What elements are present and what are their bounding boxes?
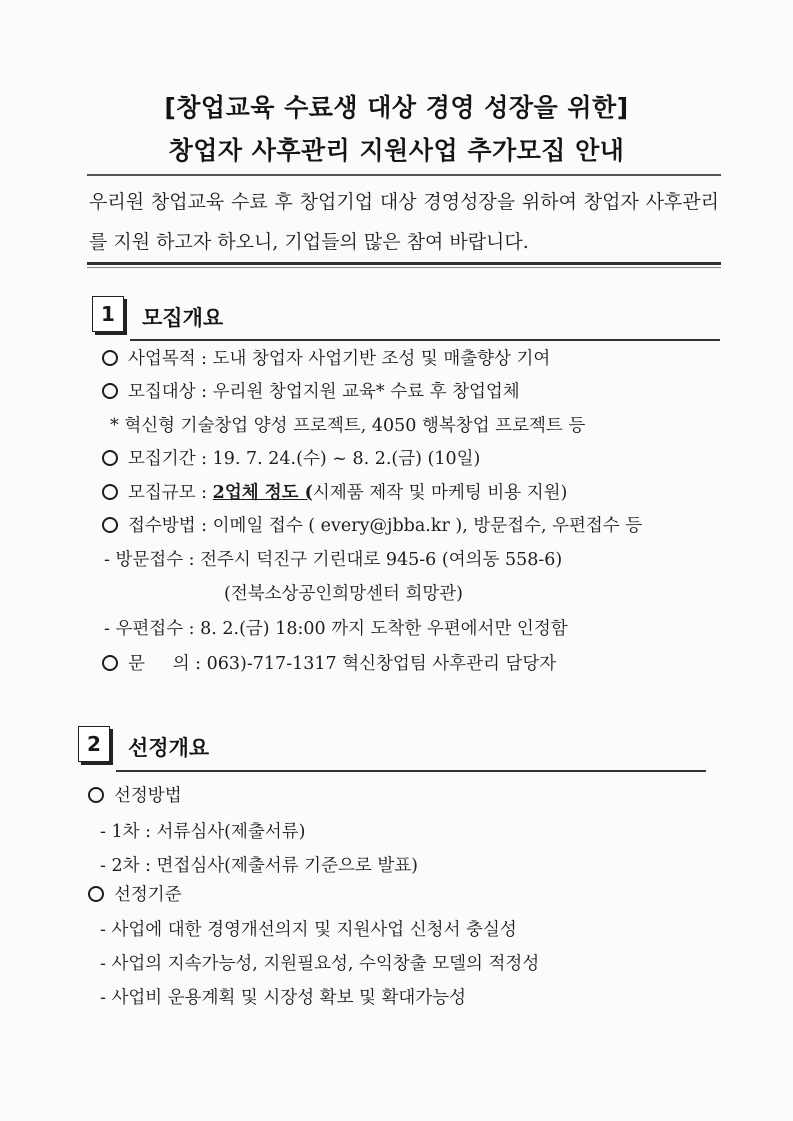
- recruit-scale-prefix: 모집규모 :: [128, 483, 213, 503]
- intro-top-rule: [87, 174, 721, 176]
- circle-bullet-icon: [102, 484, 118, 500]
- recruit-target-text: 모집대상 : 우리원 창업지원 교육* 수료 후 창업업체: [128, 382, 520, 402]
- selection-step-1: - 1차 : 서류심사(제출서류): [100, 822, 306, 842]
- circle-bullet-icon: [102, 383, 118, 399]
- selection-method: [88, 782, 182, 807]
- mail-submission: - 우편접수 : 8. 2.(금) 18:00 까지 도착한 우편에서만 인정함: [104, 619, 568, 639]
- criteria-item-3: - 사업비 운용계획 및 시장성 확보 및 확대가능성: [100, 988, 467, 1008]
- circle-bullet-icon: [88, 886, 104, 902]
- recruit-purpose: [102, 345, 550, 370]
- section-2-number-box: 2: [78, 726, 110, 762]
- recruit-period: [102, 445, 480, 470]
- intro-bottom-rule-thin: [87, 267, 721, 268]
- title-line-2: 창업자 사후관리 지원사업 추가모집 안내: [168, 136, 625, 165]
- visit-place: (전북소상공인희망센터 희망관): [224, 584, 463, 604]
- section-2-title: 선정개요: [128, 736, 210, 760]
- intro-bottom-rule: [87, 262, 721, 265]
- selection-criteria-text: 선정기준: [114, 885, 182, 905]
- section-1-underline: [130, 339, 720, 341]
- section-1-number-box: 1: [92, 296, 124, 332]
- recruit-method: [102, 512, 642, 537]
- section-2-underline: [116, 770, 706, 772]
- recruit-scale-suffix: 시제품 제작 및 마케팅 비용 지원): [312, 483, 568, 503]
- recruit-scale-highlight: 2업체 정도 (: [212, 483, 313, 503]
- selection-step-2: - 2차 : 면접심사(제출서류 기준으로 발표): [100, 856, 418, 876]
- circle-bullet-icon: [102, 517, 118, 533]
- recruit-purpose-text: 사업목적 : 도내 창업자 사업기반 조성 및 매출향상 기여: [128, 349, 551, 369]
- title-line-1: [창업교육 수료생 대상 경영 성장을 위한]: [164, 93, 629, 122]
- selection-method-text: 선정방법: [114, 786, 182, 806]
- contact-info: [102, 650, 556, 675]
- visit-submission: - 방문접수 : 전주시 덕진구 기린대로 945-6 (여의동 558-6): [104, 550, 563, 570]
- recruit-method-text: 접수방법 : 이메일 접수 ( every@jbba.kr ), 방문접수, 우편접수 등: [128, 516, 643, 536]
- recruit-period-text: 모집기간 : 19. 7. 24.(수) ~ 8. 2.(금) (10일): [128, 449, 481, 469]
- contact-info-text: 문 의 : 063)-717-1317 혁신창업팀 사후관리 담당자: [128, 654, 557, 674]
- recruit-target: [102, 378, 520, 403]
- intro-paragraph: 우리원 창업교육 수료 후 창업기업 대상 경영성장을 위하여 창업자 사후관리를 지원 하고자 하오니, 기업들의 많은 참여 바랍니다.: [89, 191, 719, 253]
- recruit-scale: [102, 479, 567, 504]
- criteria-item-1: - 사업에 대한 경영개선의지 및 지원사업 신청서 충실성: [100, 920, 517, 940]
- section-1-title: 모집개요: [142, 306, 224, 330]
- recruit-target-note: * 혁신형 기술창업 양성 프로젝트, 4050 행복창업 프로젝트 등: [110, 416, 586, 436]
- selection-criteria: [88, 881, 182, 906]
- circle-bullet-icon: [102, 350, 118, 366]
- circle-bullet-icon: [102, 655, 118, 671]
- circle-bullet-icon: [102, 450, 118, 466]
- circle-bullet-icon: [88, 787, 104, 803]
- criteria-item-2: - 사업의 지속가능성, 지원필요성, 수익창출 모델의 적정성: [100, 954, 540, 974]
